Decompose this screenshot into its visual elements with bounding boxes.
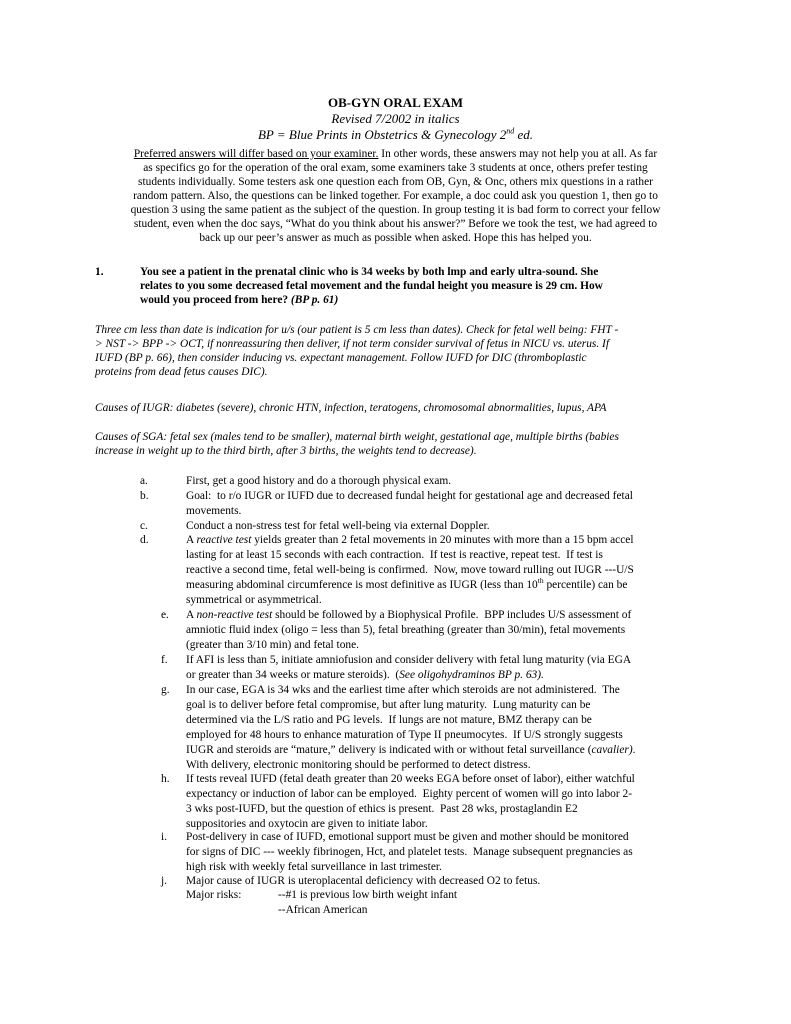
list-item-text: high risk with weekly fetal surveillance in last trimester. xyxy=(186,861,442,873)
list-item-text: movements. xyxy=(186,505,242,517)
list-item-text: If AFI is less than 5, initiate amniofusion and consider delivery with fetal lung maturity (via EGA xyxy=(186,654,632,666)
list-item-text: amniotic fluid index (oligo = less than 5), fetal breathing (greater than 30/min), fetal movements xyxy=(186,624,626,636)
list-item-text: measuring abdominal circumference is most definitive as IUGR (less than 10th percentile) can be xyxy=(186,576,628,591)
intro-line: students individually. Some testers ask one question each from OB, Gyn, & Onc, others mix questions in a rather xyxy=(138,176,653,188)
list-item-text: 3 wks post-IUFD, but the question of ethics is present. Past 28 wks, prostaglandin E2 xyxy=(186,803,578,815)
reference-note xyxy=(0,127,791,143)
list-item-text: for signs of DIC --- weekly fibrinogen, Hct, and platelet tests. Manage subsequent pregnancies as xyxy=(186,846,633,858)
intro-line: question 3 using the same patient as the subject of the question. In group testing it is bad form to correct your fellow xyxy=(130,204,661,216)
intro-underlined: Preferred answers will differ based on your examiner. xyxy=(133,148,379,160)
major-risk-item: --#1 is previous low birth weight infant xyxy=(278,889,458,901)
list-item-label: b. xyxy=(140,490,149,502)
list-item-text: Post-delivery in case of IUFD, emotional support must be given and mother should be monitored xyxy=(186,831,629,843)
list-item-label: j. xyxy=(161,875,168,887)
list-item-text: symmetrical or asymmetrical. xyxy=(186,594,322,606)
list-item-label: i. xyxy=(161,831,168,843)
list-item-text: Goal: to r/o IUGR or IUFD due to decreased fundal height for gestational age and decreased fetal xyxy=(186,490,633,502)
reference-suffix: ed. xyxy=(514,127,534,142)
document-title: OB-GYN ORAL EXAM xyxy=(327,95,464,110)
list-item-text: (greater than 3/10 min) and fetal tone. xyxy=(186,639,360,651)
list-item-text: reactive a second time, fetal well-being is confirmed. Now, move toward rulling out IUGR ---U/S xyxy=(186,564,634,576)
intro-paragraph xyxy=(88,147,703,245)
iugr-causes: Causes of IUGR: diabetes (severe), chronic HTN, infection, teratogens, chromosomal abnormalities, lupus, APA xyxy=(95,402,607,414)
intro-line: back up our peer’s answer as much as possible when asked. Hope this has helped you. xyxy=(199,232,592,244)
list-item-text: IUGR and steroids are “mature,” delivery is indicated with or without fetal surveillance (cavalier). xyxy=(186,744,636,756)
list-item-text: goal is to deliver before fetal compromise, but after lung maturity. Lung maturity can be xyxy=(186,699,591,711)
question-reference: (BP p. 61) xyxy=(290,294,339,306)
list-item-text: suppositories and oxytocin are given to initiate labor. xyxy=(186,818,428,830)
list-item-label: f. xyxy=(161,654,168,666)
intro-line: Preferred answers will differ based on your examiner. In other words, these answers may not help you at all. As far xyxy=(133,148,658,160)
list-item-label: g. xyxy=(161,684,170,696)
reference-text: BP = Blue Prints in Obstetrics & Gynecology 2 xyxy=(257,127,507,142)
sga-causes: Causes of SGA: fetal sex (males tend to be smaller), maternal birth weight, gestational age, multiple births (babies increase in weight up to the third birth, after 3 births, the weights tend to decrease). xyxy=(95,431,619,457)
list-item-text: employed for 48 hours to enhance maturation of Type II pneumocytes. If U/S strongly suggests xyxy=(186,729,623,741)
question-text: You see a patient in the prenatal clinic who is 34 weeks by both lmp and early ultra-sound. She relates to you some decreased fetal movement and the fundal height you measure is 29 cm. How would you proceed from here? (BP p. 61) xyxy=(140,266,603,306)
list-item-text: With delivery, electronic monitoring should be performed to detect distress. xyxy=(186,759,531,771)
list-item-text: Major cause of IUGR is uteroplacental deficiency with decreased O2 to fetus. xyxy=(186,875,541,887)
list-item-label: c. xyxy=(140,520,148,532)
list-item-text: expectancy or induction of labor can be employed. Eighty percent of women will go into labor 2- xyxy=(186,788,632,800)
list-item-text: Conduct a non-stress test for fetal well-being via external Doppler. xyxy=(186,520,490,532)
intro-line: as specifics go for the operation of the oral exam, some examiners take 3 students at once, others prefer testing xyxy=(143,162,648,174)
list-item-text: First, get a good history and do a thorough physical exam. xyxy=(186,475,452,487)
list-item-text: or greater than 34 weeks or mature steroids). (See oligohydraminos BP p. 63). xyxy=(186,669,544,681)
list-item-label: d. xyxy=(140,534,149,546)
list-item-text: In our case, EGA is 34 wks and the earliest time after which steroids are not administered. The xyxy=(186,684,620,696)
list-item-label: a. xyxy=(140,475,148,487)
reference-superscript: nd xyxy=(506,126,515,136)
revision-note: Revised 7/2002 in italics xyxy=(331,111,460,126)
list-item-text: If tests reveal IUFD (fetal death greater than 20 weeks EGA before onset of labor), either watchful xyxy=(186,773,635,785)
list-item-text: A reactive test yields greater than 2 fetal movements in 20 minutes with more than a 15 bpm accel xyxy=(186,534,634,546)
list-item-text: A non-reactive test should be followed by a Biophysical Profile. BPP includes U/S assessment of xyxy=(186,609,632,621)
intro-line: student, even when the doc says, “What do you think about his answer?” Before we took the test, we had agreed to xyxy=(133,218,658,230)
major-risks-label: Major risks: xyxy=(186,889,242,901)
question-number: 1. xyxy=(95,266,104,278)
list-item-label: h. xyxy=(161,773,170,785)
list-item-text: determined via the L/S ratio and PG levels. If lungs are not mature, BMZ therapy can be xyxy=(186,714,592,726)
answer-paragraph-1: Three cm less than date is indication for u/s (our patient is 5 cm less than dates). Check for fetal well being: FHT - > NST -> BPP -> OCT, if nonreassuring then deliver, if not term consider survival of fetus in NICU vs. uterus. If IUFD (BP p. 66), then consider inducing vs. expectant management. Follow IUFD for DIC (thromboplastic proteins from dead fetus causes DIC). xyxy=(95,324,619,378)
list-item-text: lasting for at least 15 seconds with each contraction. If test is reactive, repeat test. If test is xyxy=(186,549,603,561)
major-risk-item: --African American xyxy=(278,904,368,916)
list-item-label: e. xyxy=(161,609,169,621)
intro-line: random pattern. Also, the questions can be linked together. For example, a doc could ask you question 1, then go to xyxy=(133,190,658,202)
